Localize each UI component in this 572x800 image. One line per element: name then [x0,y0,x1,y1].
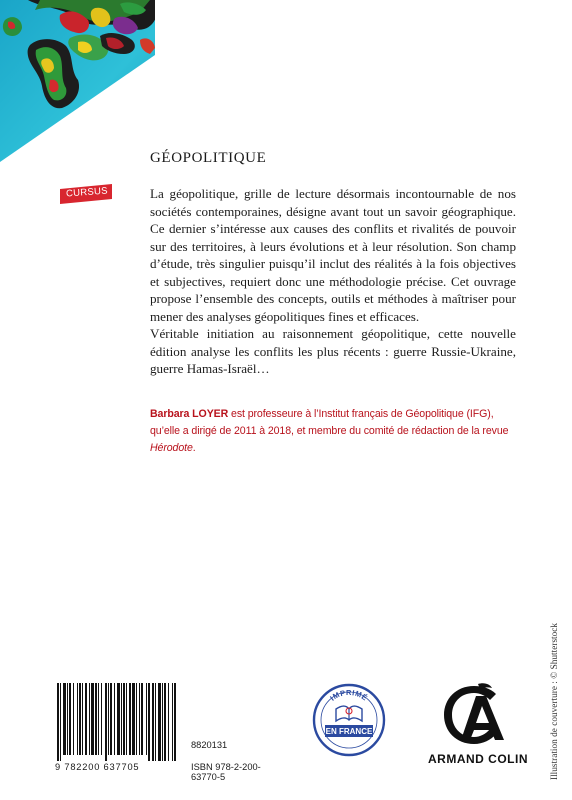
book-title: GÉOPOLITIQUE [150,150,267,166]
publisher-name: ARMAND COLIN [428,752,528,766]
summary-paragraph: La géopolitique, grille de lecture désormais incontournable de nos sociétés contemporaines, désigne avant tout un savoir géographique. Ce dernier s’intéresse aux causes des conflits et rivalités de pouvoir sur des territoires, à leurs évolutions et à leur résolution. Son champ d’étude, très singulier puisqu’il inclut des réalités à la fois objectives et subjectives, requiert donc une méthodologie précise. Cet ouvrage propose l’ensemble des concepts, outils et méthodes à maîtriser pour mener des analyses géopolitiques fines et efficaces. [150,186,516,324]
badge-bottom-text: EN FRANCE [325,727,373,736]
review-name: Hérodote [150,442,193,454]
barcode-icon [55,683,179,765]
illustration-credit: Illustration de couverture : © Shutterstock [550,622,560,780]
barcode-digits: 9 782200 637705 [55,762,140,772]
printed-in-france-badge [312,683,386,757]
author-bio [150,406,520,457]
isbn: ISBN 978-2-200-63770-5 [191,762,261,782]
series-badge: CURSUS [65,185,109,200]
author-name: Barbara LOYER [150,408,229,420]
ac-monogram-icon [438,682,518,746]
barcode-block [55,683,265,782]
author-bio-end: . [192,442,196,454]
summary-paragraph: Véritable initiation au raisonnement géopolitique, cette nouvelle édition analyse les conflits les plus récents : guerre Russie-Ukraine, guerre Hamas-Israël… [150,326,516,376]
cover-illustration [0,0,155,162]
author-bio-text: est professeure à l’Institut français de Géopolitique (IFG), qu’elle a dirigé de 2011 à 2018, et membre du comité de rédaction de la revue [150,408,509,437]
book-summary [150,185,516,378]
product-code: 8820131 [191,740,228,750]
badge-top-text: IMPRIMÉ [328,688,370,703]
